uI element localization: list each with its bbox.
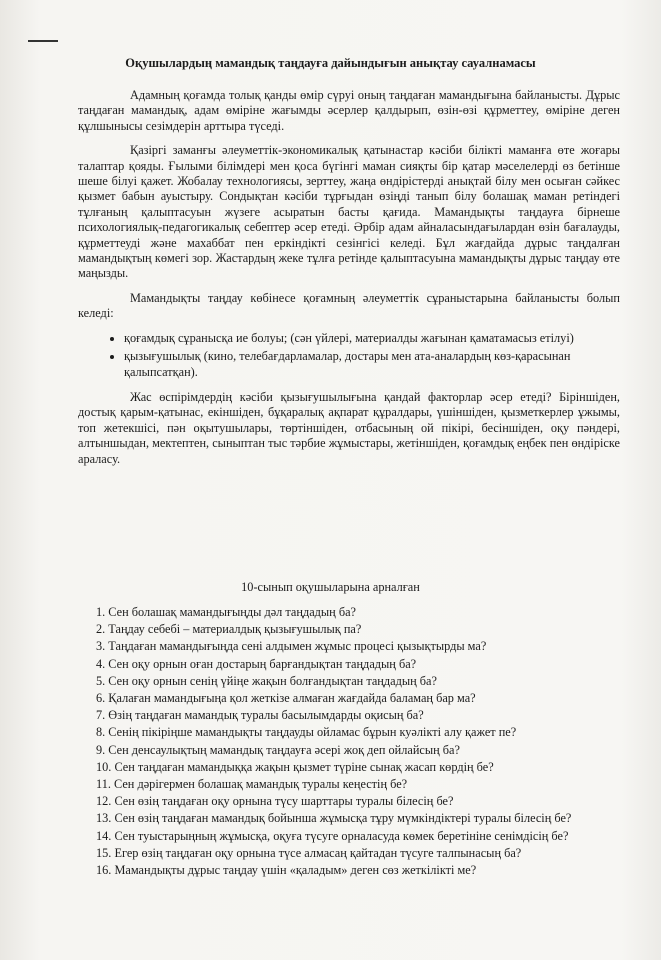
question-item: 4. Сен оқу орнын оған достарың барғандықтан таңдадың ба? bbox=[96, 656, 417, 671]
question-item: 14. Сен туыстарыңның жұмысқа, оқуға түсуге орналасуда көмек беретініне сенімдісің бе? bbox=[96, 828, 569, 843]
question-item: 15. Егер өзің таңдаған оқу орнына түсе алмасаң қайтадан түсуге талпынасың ба? bbox=[96, 845, 522, 860]
paragraph-3: Мамандықты таңдау көбінесе қоғамның әлеуметтік сұраныстарына байланысты болып келеді: bbox=[78, 290, 620, 321]
question-list bbox=[96, 604, 636, 879]
margin-mark bbox=[28, 40, 58, 42]
question-item: 2. Таңдау себебі – материалдық қызығушылық па? bbox=[96, 622, 362, 637]
intro-body bbox=[78, 88, 620, 476]
question-item: 9. Сен денсаулықтың мамандық таңдауға әсері жоқ деп ойлайсың ба? bbox=[96, 742, 460, 757]
question-item: 11. Сен дәрігермен болашақ мамандық туралы кеңестің бе? bbox=[96, 777, 408, 792]
bullet-list bbox=[78, 331, 620, 380]
question-item: 8. Сенің пікіріңше мамандықты таңдауды ойламас бұрын куәлікті алу қажет пе? bbox=[96, 725, 517, 740]
bullet-item: • қызығушылық (кино, телебағдарламалар, достары мен ата-аналардың көз-қарасынан қалыпсатқан). bbox=[124, 349, 620, 380]
question-item: 3. Таңдаған мамандығыңда сені алдымен жұмыс процесі қызықтырды ма? bbox=[96, 639, 487, 654]
question-item: 10. Сен таңдаған мамандыққа жақын қызмет түріне сынақ жасап көрдің бе? bbox=[96, 759, 494, 774]
question-item: 16. Мамандықты дұрыс таңдау үшін «қаладым» деген сөз жеткілікті ме? bbox=[96, 863, 477, 878]
question-item: 5. Сен оқу орнын сенің үйіңе жақын болғандықтан таңдадың ба? bbox=[96, 673, 437, 688]
paragraph-2: Қазіргі заманғы әлеуметтік-экономикалық қатынастар кәсіби білікті маманға өте жоғары талаптар қояды. Ғылыми білімдері мен қоса бүгінгі маман сияқты бір қатар мәселелерді өз бетінше шеше білуі қажет. Жобалау технологиясы, зерттеу, жаңа өндірістерді анықтай білу мен осыған сәйкес қызмет бабын ауыстыру. Сондықтан кәсіби тұрғыдан өзіңді танып білу болашақ маман ретіндегі тұлғаның қалыптасуын жүзеге асыратын басты қағида. Мамандықты таңдауға бірнеше психологиялық-педагогикалық себептер әсер етеді. Әрбір адам айналасындағылардан өзін бағалауды, құрметтеуді және махаббат пен еркіндікті сезінгісі келеді. Бұл жағдайда дұрыс таңдалған мамандықтың көмегі зор. Жастардың жеке тұлға ретінде қалыптасуына мамандықты дұрыс таңдау өте маңызды. bbox=[78, 143, 620, 281]
section-heading: 10-сынып оқушыларына арналған bbox=[241, 580, 420, 594]
question-item: 12. Сен өзің таңдаған оқу орнына түсу шарттары туралы білесің бе? bbox=[96, 794, 454, 809]
paragraph-4: Жас өспірімдердің кәсіби қызығушылығына қандай факторлар әсер етеді? Біріншіден, достық қарым-қатынас, екіншіден, бұқаралық ақпарат құралдары, үшіншіден, қызметкерлер ұжымы, топ жетекшісі, пән оқытушылары, төртіншіден, отбасының ой пікірі, бесіншіден, оқу пәндері, алтыншыдан, мектептен, сыныптан тыс тәрбие жұмыстары, жетіншіден, қоғамдық еңбек пен өндіріске араласу. bbox=[78, 389, 620, 466]
question-item: 13. Сен өзің таңдаған мамандық бойынша жұмысқа тұру мүмкіндіктері туралы білесің бе? bbox=[96, 811, 572, 826]
document-title: Оқушылардың мамандық таңдауға дайындығын анықтау сауалнамасы bbox=[125, 56, 536, 70]
question-item: 6. Қалаған мамандығыңа қол жеткізе алмаған жағдайда баламаң бар ма? bbox=[96, 691, 476, 706]
paragraph-1: Адамның қоғамда толық қанды өмір сүруі оның таңдаған мамандығына байланысты. Дұрыс таңдаған мамандық, адам өміріне жағымды әсерлер қалдырып, өзін-өзі құрметтеу, өміріне деген құлшынысы сезімдерін арттыра түседі. bbox=[78, 88, 620, 133]
question-item: 7. Өзің таңдаған мамандық туралы басылымдарды оқисың ба? bbox=[96, 708, 424, 723]
question-item: 1. Сен болашақ мамандығыңды дәл таңдадың ба? bbox=[96, 605, 357, 619]
bullet-item: • қоғамдық сұранысқа ие болуы; (сән үйлері, материалды жағынан қаматамасыз етілуі) bbox=[124, 331, 620, 346]
